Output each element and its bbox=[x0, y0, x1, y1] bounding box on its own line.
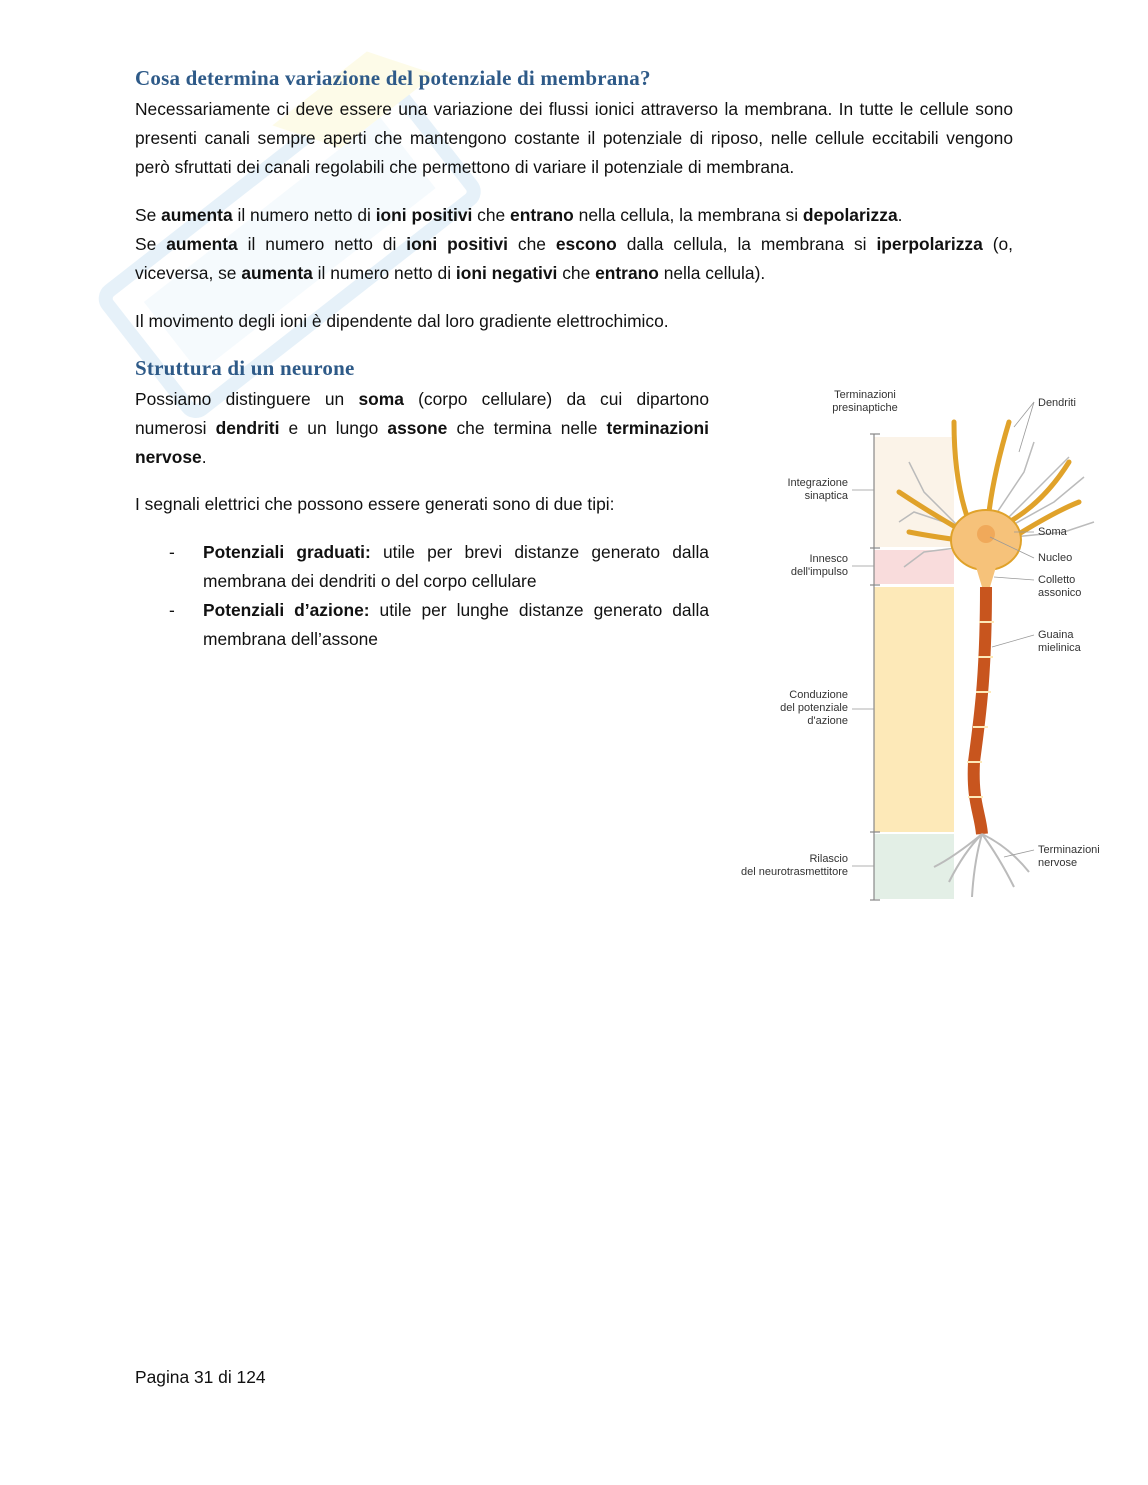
label-innesco: Innesco dell'impulso bbox=[790, 553, 848, 578]
label-integrazione: Integrazione sinaptica bbox=[787, 477, 848, 502]
label-terminazioni-presinaptiche: Terminazioni presinaptiche bbox=[832, 389, 898, 414]
label-dendriti: Dendriti bbox=[1038, 397, 1076, 409]
zone-release bbox=[874, 834, 954, 899]
paragraph-variazione: Necessariamente ci deve essere una variazione dei flussi ionici attraverso la membrana. In tutte le cellule sono presenti canali sempre aperti che mantengono costante il potenziale di riposo, nelle cellule eccitabili vengono però sfruttati dei canali regolabili che permettono di variare il potenziale di membrana. bbox=[135, 99, 1013, 177]
zone-conduction bbox=[874, 587, 954, 832]
axon-hillock bbox=[976, 567, 996, 587]
label-nucleo: Nucleo bbox=[1038, 552, 1073, 564]
neuron-diagram bbox=[724, 382, 1104, 906]
signal-type-list bbox=[135, 538, 709, 654]
label-soma: Soma bbox=[1038, 526, 1067, 538]
paragraph-struttura: Possiamo distinguere un soma (corpo cellulare) da cui dipartono numerosi dendriti e un lungo assone che termina nelle terminazioni nervose. bbox=[135, 389, 709, 467]
label-rilascio: Rilascio del neurotrasmettitore bbox=[741, 853, 848, 878]
myelin-sheath bbox=[967, 587, 994, 834]
page-footer: Pagina 31 di 124 bbox=[135, 1367, 266, 1387]
label-colletto: Colletto assonico bbox=[1038, 574, 1082, 599]
section-heading-neurone: Struttura di un neurone bbox=[135, 356, 355, 380]
paragraph-depolarizza: Se aumenta il numero netto di ioni positivi che entrano nella cellula, la membrana si depolarizza. Se aumenta il numero netto di ioni positivi che escono dalla cellula, la membrana si iperpolarizza (o, viceversa, se aumenta il numero netto di ioni negativi che entrano nella cellula). bbox=[135, 205, 1013, 283]
label-guaina: Guaina mielinica bbox=[1038, 629, 1081, 654]
section-heading-membrana: Cosa determina variazione del potenziale di membrana? bbox=[135, 66, 651, 90]
list-item: - Potenziali graduati: utile per brevi distanze generato dalla membrana dei dendriti o del corpo cellulare bbox=[169, 542, 709, 591]
paragraph-gradiente: Il movimento degli ioni è dipendente dal loro gradiente elettrochimico. bbox=[135, 311, 669, 331]
label-conduzione: Conduzione del potenziale d'azione bbox=[780, 689, 848, 727]
list-item: - Potenziali d’azione: utile per lunghe distanze generato dalla membrana dell’assone bbox=[169, 600, 709, 649]
zone-trigger bbox=[874, 550, 954, 584]
label-terminazioni-nervose: Terminazioni nervose bbox=[1038, 844, 1100, 869]
paragraph-segnali: I segnali elettrici che possono essere generati sono di due tipi: bbox=[135, 494, 615, 514]
nucleus bbox=[977, 525, 995, 543]
